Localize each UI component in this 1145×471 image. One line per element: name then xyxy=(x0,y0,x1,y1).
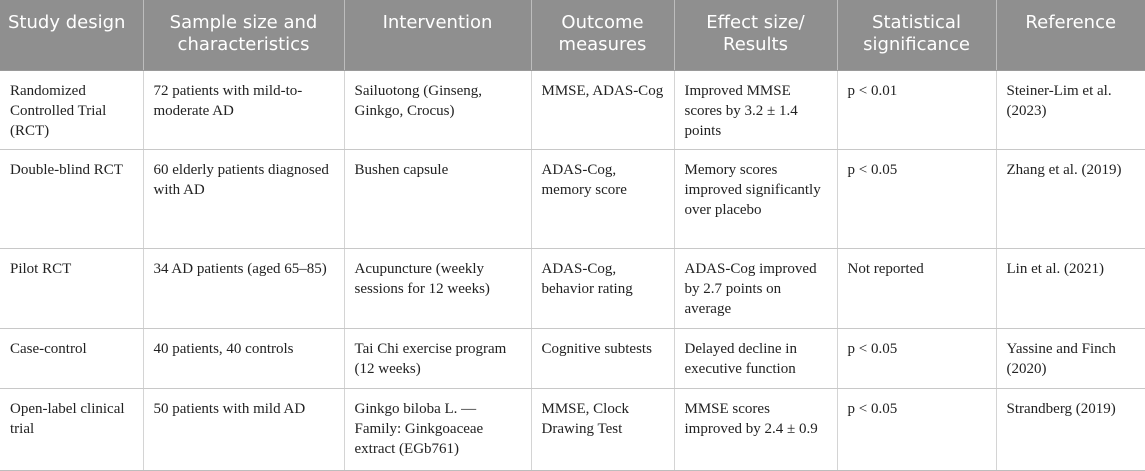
cell-reference: Zhang et al. (2019) xyxy=(996,149,1145,248)
cell-outcome-measures: Cognitive subtests xyxy=(531,328,674,388)
table-header xyxy=(0,0,1145,70)
header-study-design: Study design xyxy=(0,0,143,70)
cell-significance: p < 0.05 xyxy=(837,388,996,470)
cell-intervention: Bushen capsule xyxy=(344,149,531,248)
cell-significance: p < 0.01 xyxy=(837,70,996,149)
cell-intervention: Acupuncture (weekly sessions for 12 weeks) xyxy=(344,248,531,328)
cell-significance: p < 0.05 xyxy=(837,149,996,248)
header-effect-size: Effect size/ Results xyxy=(674,0,837,70)
cell-reference: Lin et al. (2021) xyxy=(996,248,1145,328)
cell-effect-size: Delayed decline in executive function xyxy=(674,328,837,388)
cell-sample-size: 60 elderly patients diagnosed with AD xyxy=(143,149,344,248)
cell-significance: Not reported xyxy=(837,248,996,328)
header-reference: Reference xyxy=(996,0,1145,70)
table-row xyxy=(0,149,1145,248)
cell-effect-size: Improved MMSE scores by 3.2 ± 1.4 points xyxy=(674,70,837,149)
table-body xyxy=(0,70,1145,470)
cell-outcome-measures: ADAS-Cog, behavior rating xyxy=(531,248,674,328)
cell-outcome-measures: ADAS-Cog, memory score xyxy=(531,149,674,248)
cell-study-design: Randomized Controlled Trial (RCT) xyxy=(0,70,143,149)
header-intervention: Intervention xyxy=(344,0,531,70)
table-row xyxy=(0,70,1145,149)
cell-reference: Steiner-Lim et al. (2023) xyxy=(996,70,1145,149)
header-statistical-significance: Statistical significance xyxy=(837,0,996,70)
cell-intervention: Ginkgo biloba L. — Family: Ginkgoaceae extract (EGb761) xyxy=(344,388,531,470)
header-row xyxy=(0,0,1145,70)
cell-study-design: Case-control xyxy=(0,328,143,388)
header-sample-size: Sample size and characteristics xyxy=(143,0,344,70)
cell-reference: Strandberg (2019) xyxy=(996,388,1145,470)
cell-study-design: Pilot RCT xyxy=(0,248,143,328)
cell-intervention: Tai Chi exercise program (12 weeks) xyxy=(344,328,531,388)
table-row xyxy=(0,248,1145,328)
table-row xyxy=(0,388,1145,470)
cell-outcome-measures: MMSE, Clock Drawing Test xyxy=(531,388,674,470)
cell-sample-size: 40 patients, 40 controls xyxy=(143,328,344,388)
cell-significance: p < 0.05 xyxy=(837,328,996,388)
cell-sample-size: 72 patients with mild-to-moderate AD xyxy=(143,70,344,149)
cell-effect-size: MMSE scores improved by 2.4 ± 0.9 xyxy=(674,388,837,470)
cell-outcome-measures: MMSE, ADAS-Cog xyxy=(531,70,674,149)
table-row xyxy=(0,328,1145,388)
cell-sample-size: 50 patients with mild AD xyxy=(143,388,344,470)
cell-intervention: Sailuotong (Ginseng, Ginkgo, Crocus) xyxy=(344,70,531,149)
cell-sample-size: 34 AD patients (aged 65–85) xyxy=(143,248,344,328)
cell-reference: Yassine and Finch (2020) xyxy=(996,328,1145,388)
cell-effect-size: ADAS-Cog improved by 2.7 points on average xyxy=(674,248,837,328)
cell-study-design: Open-label clinical trial xyxy=(0,388,143,470)
header-outcome-measures: Outcome measures xyxy=(531,0,674,70)
cell-study-design: Double-blind RCT xyxy=(0,149,143,248)
cell-effect-size: Memory scores improved significantly over placebo xyxy=(674,149,837,248)
